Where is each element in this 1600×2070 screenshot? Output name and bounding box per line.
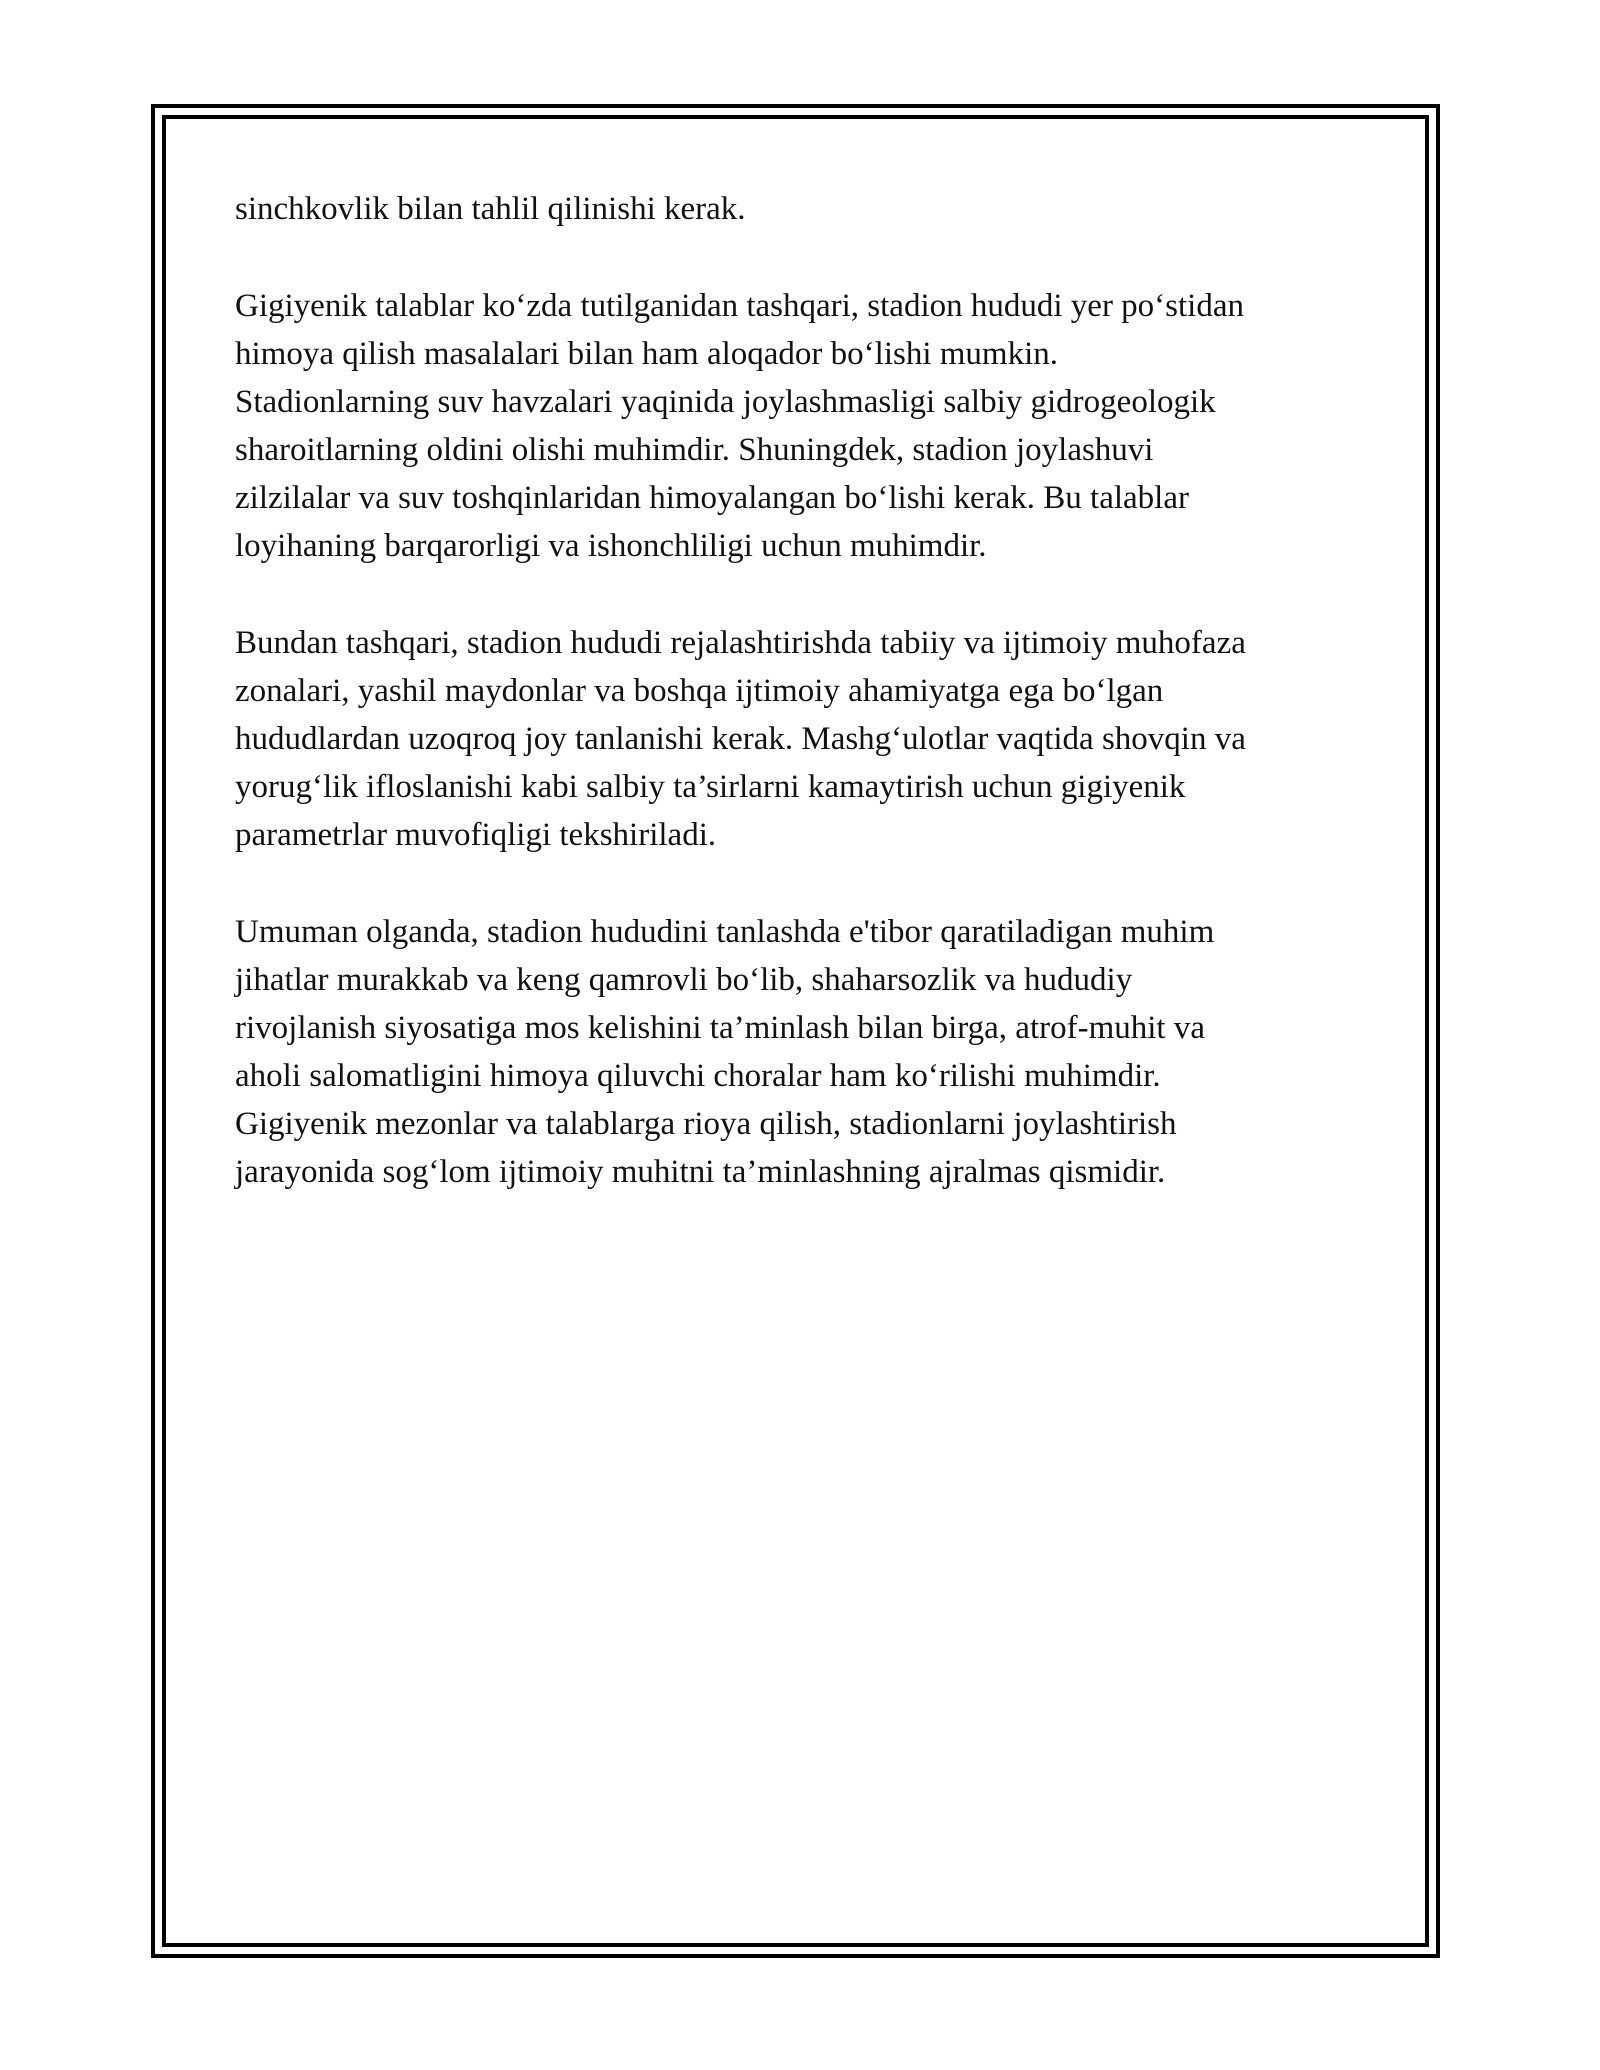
- paragraph-1: sinchkovlik bilan tahlil qilinishi kerak.: [235, 191, 746, 227]
- paragraph-2: Gigiyenik talablar ko‘zda tutilganidan tashqari, stadion hududi yer po‘stidan himoya qilish masalalari bilan ham aloqador bo‘lishi mumkin. Stadionlarning suv havzalari yaqinida joylashmasligi salbiy gidrogeologik sharoitlarning oldini olishi muhimdir. Shuningdek, stadion joylashuvi zilzilalar va suv toshqinlaridan himoyalangan bo‘lishi kerak. Bu talablar loyihaning barqarorligi va ishonchliligi uchun muhimdir.: [235, 288, 1244, 564]
- paragraph-3: Bundan tashqari, stadion hududi rejalashtirishda tabiiy va ijtimoiy muhofaza zonalari, yashil maydonlar va boshqa ijtimoiy ahamiyatga ega bo‘lgan hududlardan uzoqroq joy tanlanishi kerak. Mashg‘ulotlar vaqtida shovqin va yorug‘lik ifloslanishi kabi salbiy ta’sirlarni kamaytirish uchun gigiyenik parametrlar muvofiqligi tekshiriladi.: [235, 625, 1246, 853]
- document-body: [235, 185, 1365, 1245]
- paragraph-4: Umuman olganda, stadion hududini tanlashda e'tibor qaratiladigan muhim jihatlar murakkab va keng qamrovli bo‘lib, shaharsozlik va hududiy rivojlanish siyosatiga mos kelishini ta’minlash bilan birga, atrof-muhit va aholi salomatligini himoya qiluvchi choralar ham ko‘rilishi muhimdir. Gigiyenik mezonlar va talablarga rioya qilish, stadionlarni joylashtirish jarayonida sog‘lom ijtimoiy muhitni ta’minlashning ajralmas qismidir.: [235, 914, 1215, 1190]
